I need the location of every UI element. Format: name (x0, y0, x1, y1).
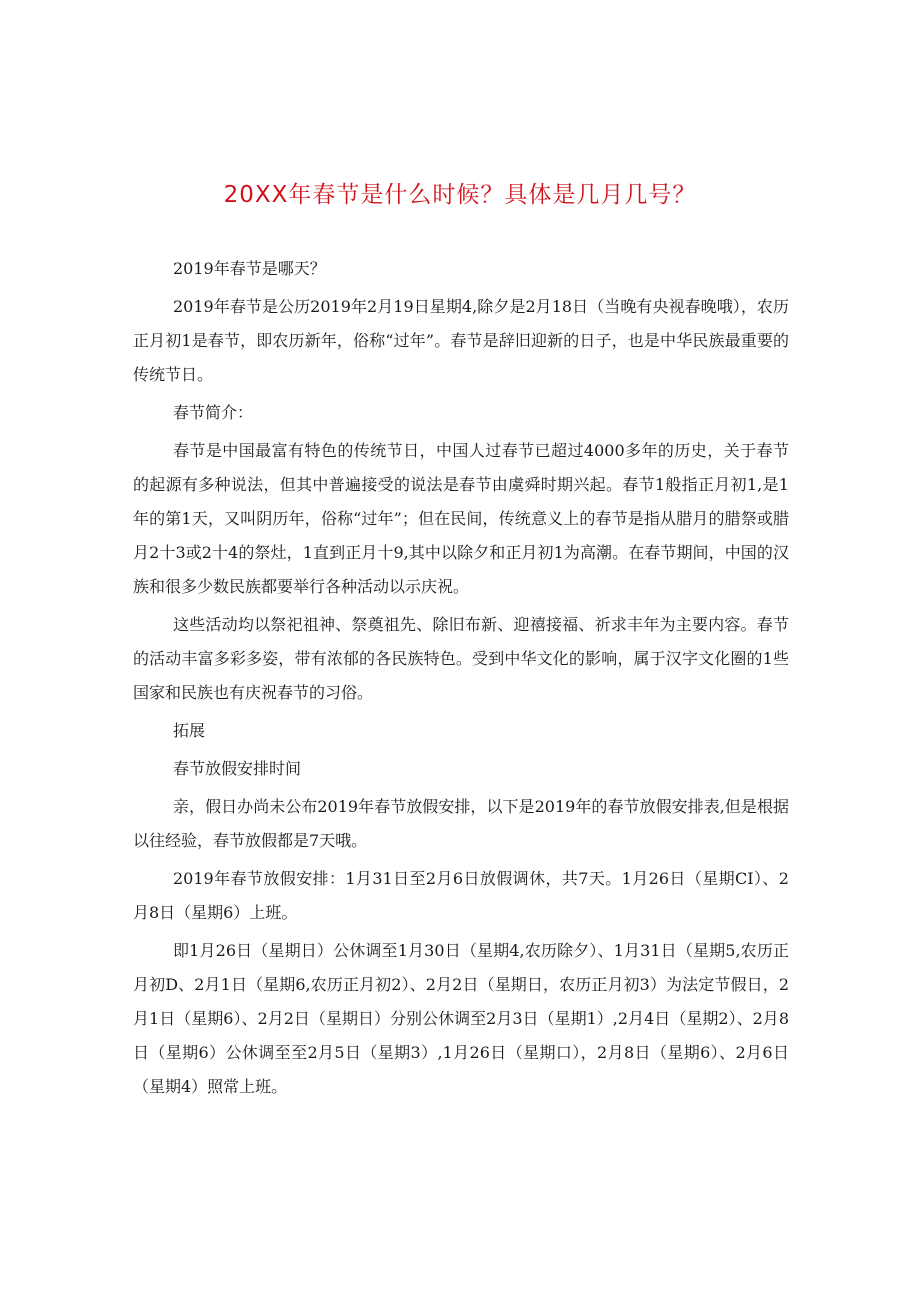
paragraph: 亲，假日办尚未公布2019年春节放假安排，以下是2019年的春节放假安排表,但是根据以往经验，春节放假都是7天哦。 (133, 797, 789, 850)
section-heading: 拓展 (173, 721, 206, 740)
paragraph: 2019年春节放假安排：1月31日至2月6日放假调休，共7天。1月26日（星期CI）、2月8日（星期6）上班。 (133, 869, 789, 922)
document-body (133, 252, 789, 1108)
paragraph: 即1月26日（星期日）公休调至1月30日（星期4,农历除夕）、1月31日（星期5,农历正月初D、2月1日（星期6,农历正月初2）、2月2日（星期日，农历正月初3）为法定节假日，2月1日（星期6）、2月2日（星期日）分别公休调至2月3日（星期1）,2月4日（星期2）、2月8日（星期6）公休调至至2月5日（星期3）,1月26日（星期口），2月8日（星期6）、2月6日（星期4）照常上班。 (133, 941, 789, 1096)
document-title: 20XX年春节是什么时候？具体是几月几号？ (223, 182, 697, 208)
paragraph: 2019年春节是公历2019年2月19日星期4,除夕是2月18日（当晚有央视春晚哦），农历正月初1是春节，即农历新年，俗称“过年”。春节是辞旧迎新的日子，也是中华民族最重要的传统节日。 (133, 297, 789, 384)
section-heading: 春节放假安排时间 (173, 759, 302, 778)
section-heading: 2019年春节是哪天？ (173, 259, 326, 278)
paragraph: 这些活动均以祭祀祖神、祭奠祖先、除旧布新、迎禧接福、祈求丰年为主要内容。春节的活动丰富多彩多姿，带有浓郁的各民族特色。受到中华文化的影响，属于汉字文化圈的1些国家和民族也有庆祝春节的习俗。 (133, 615, 789, 702)
section-heading: 春节简介： (173, 403, 254, 422)
paragraph: 春节是中国最富有特色的传统节日，中国人过春节已超过4000多年的历史，关于春节的起源有多种说法，但其中普遍接受的说法是春节由虞舜时期兴起。春节1般指正月初1,是1年的第1天，又叫阴历年，俗称“过年”；但在民间，传统意义上的春节是指从腊月的腊祭或腊月2十3或2十4的祭灶，1直到正月十9,其中以除夕和正月初1为高潮。在春节期间，中国的汉族和很多少数民族都要举行各种活动以示庆祝。 (133, 441, 789, 596)
